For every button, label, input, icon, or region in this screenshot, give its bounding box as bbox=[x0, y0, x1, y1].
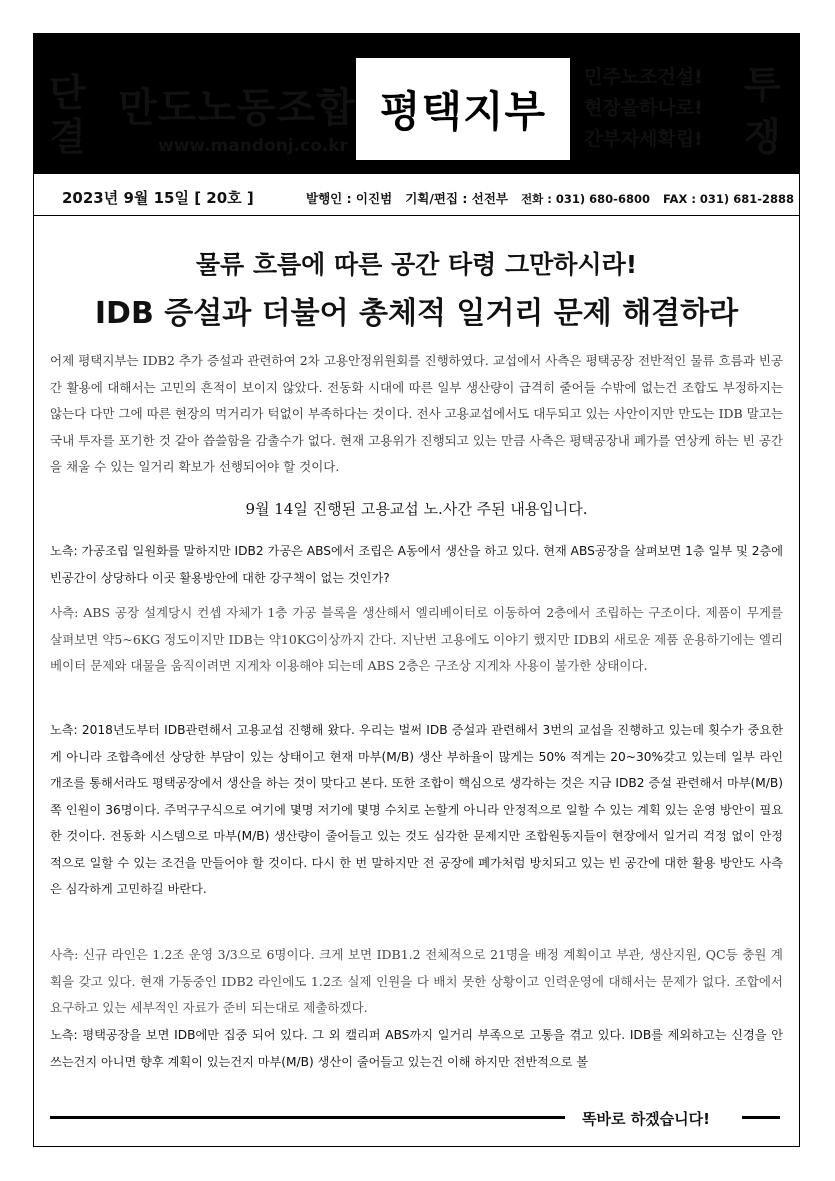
phone: 전화 : 031) 680-6800 bbox=[521, 192, 650, 206]
issue-meta bbox=[306, 189, 794, 207]
branch-name-box bbox=[356, 58, 570, 160]
slogan-1: 민주노조건설! bbox=[584, 66, 703, 88]
dialogue-union-3: 노측: 평택공장을 보면 IDB에만 집중 되어 있다. 그 외 캘리퍼 ABS까지 일거리 부족으로 고통을 겪고 있다. IDB를 제외하고는 신경을 안 쓰는건지 아니면 향후 계획이 있는건지 마부(M/B) 생산이 줄어들고 있는건 이해 하지만 전반적으로 볼 bbox=[50, 1028, 783, 1069]
dialogue-management-1: 사측: ABS 공장 설계당시 컨셉 자체가 1층 가공 블록을 생산해서 엘리베이터로 이동하여 2층에서 조립하는 구조이다. 제품이 무게를 살펴보면 약5~6KG 정도이지만 IDB는 약10KG이상까지 간다. 지난번 고용에도 이야기 했지만 IDB외 새로운 제품 운용하기에는 엘리베이터 문제와 대물을 움직이려면 지게차 이용해야 되는데 ABS 2층은 구조상 지게차 사용이 불가한 상태이다. bbox=[50, 605, 783, 673]
website-link[interactable]: www.mandonj.co.kr bbox=[158, 136, 348, 156]
union-name: 만도노동조합 bbox=[118, 85, 356, 131]
masthead-right-char-top: 투 bbox=[744, 63, 781, 107]
footer-tagline: 똑바로 하겠습니다! bbox=[582, 1110, 710, 1128]
dialogue-union-1: 노측: 가공조립 일원화를 말하지만 IDB2 가공은 ABS에서 조립은 A동에서 생산을 하고 있다. 현재 ABS공장을 살펴보면 1층 일부 및 2층에 빈공간이 상당하다 이곳 활용방안에 대한 강구책이 없는 것인가? bbox=[50, 544, 783, 585]
slogan-3: 간부자세확립! bbox=[584, 128, 703, 150]
editor: 기획/편집 : 선전부 bbox=[405, 191, 509, 206]
headline-line1: 물류 흐름에 따른 공간 타령 그만하시라! bbox=[195, 250, 638, 279]
slogan-2: 현장을하나로! bbox=[584, 97, 703, 119]
masthead-left-char-bottom: 결 bbox=[49, 115, 86, 159]
masthead-left-char-top: 단 bbox=[49, 71, 86, 115]
section-subhead: 9월 14일 진행된 고용교섭 노.사간 주된 내용입니다. bbox=[245, 500, 588, 518]
issue-info-bar bbox=[34, 178, 799, 216]
publisher: 발행인 : 이진범 bbox=[306, 191, 393, 206]
dialogue-management-2: 사측: 신규 라인은 1.2조 운영 3/3으로 6명이다. 크게 보면 IDB1.2 전체적으로 21명을 배정 계획이고 부관, 생산지원, QC등 충원 계획을 갖고 있다. 현재 가동중인 IDB2 라인에도 1.2조 실제 인원을 다 배치 못한 상황이고 인력운영에 대해서는 문제가 없다. 조합에서 요구하고 있는 세부적인 자료가 준비 되는대로 제출하겠다. bbox=[50, 947, 783, 1015]
intro-paragraph: 어제 평택지부는 IDB2 추가 증설과 관련하여 2차 고용안정위원회를 진행하였다. 교섭에서 사측은 평택공장 전반적인 물류 흐름과 빈공간 활용에 대해서는 고민의 흔적이 보이지 않았다. 전동화 시대에 따른 일부 생산량이 급격히 줄어들 수밖에 없는건 조합도 부정하지는 않는다 다만 그에 따른 현장의 먹거리가 턱없이 부족하다는 것이다. 전사 고용교섭에서도 대두되고 있는 사안이지만 만도는 IDB 말고는 국내 투자를 포기한 것 같아 씁쓸함을 감출수가 없다. 현재 고용위가 진행되고 있는 만큼 사측은 평택공장내 폐가를 연상케 하는 빈 공간을 채울 수 있는 일거리 확보가 선행되어야 할 것이다. bbox=[50, 353, 783, 474]
dialogue-union-2: 노측: 2018년도부터 IDB관련해서 고용교섭 진행해 왔다. 우리는 벌써 IDB 증설과 관련해서 3번의 교섭을 진행하고 있는데 횟수가 중요한게 아니라 조합측에선 상당한 부담이 있는 상태이고 현재 마부(M/B) 생산 부하율이 많게는 50% 적게는 20~30%갖고 있는데 일부 라인 개조를 통해서라도 평택공장에서 생산을 하는 것이 맞다고 본다. 또한 조합이 핵심으로 생각하는 것은 지금 IDB2 증설 관련해서 마부(M/B)쪽 인원이 36명이다. 주먹구구식으로 여기에 몇명 저기에 몇명 수치로 논할게 아니라 안정적으로 일할 수 있는 계획 있는 운영 방안이 필요한 것이다. 전동화 시스템으로 마부(M/B) 생산량이 줄어들고 있는 것도 심각한 문제지만 조합원동지들이 현장에서 일거리 걱정 없이 안정적으로 일할 수 있는 조건을 만들어야 할 것이다. 다시 한 번 말하지만 전 공장에 폐가처럼 방치되고 있는 빈 공간에 대한 활용 방안도 사측은 심각하게 고민하길 바란다. bbox=[50, 723, 783, 896]
slogans bbox=[584, 62, 703, 155]
footer-divider-right bbox=[742, 1116, 780, 1119]
fax: FAX : 031) 681-2888 bbox=[663, 192, 794, 206]
branch-name: 평택지부 bbox=[379, 87, 547, 136]
masthead-right-char-bottom: 쟁 bbox=[744, 115, 781, 159]
issue-date: 2023년 9월 15일 [ 20호 ] bbox=[62, 189, 254, 207]
headline-line2: IDB 증설과 더불어 총체적 일거리 문제 해결하라 bbox=[94, 296, 739, 331]
footer-divider-left bbox=[50, 1116, 565, 1119]
